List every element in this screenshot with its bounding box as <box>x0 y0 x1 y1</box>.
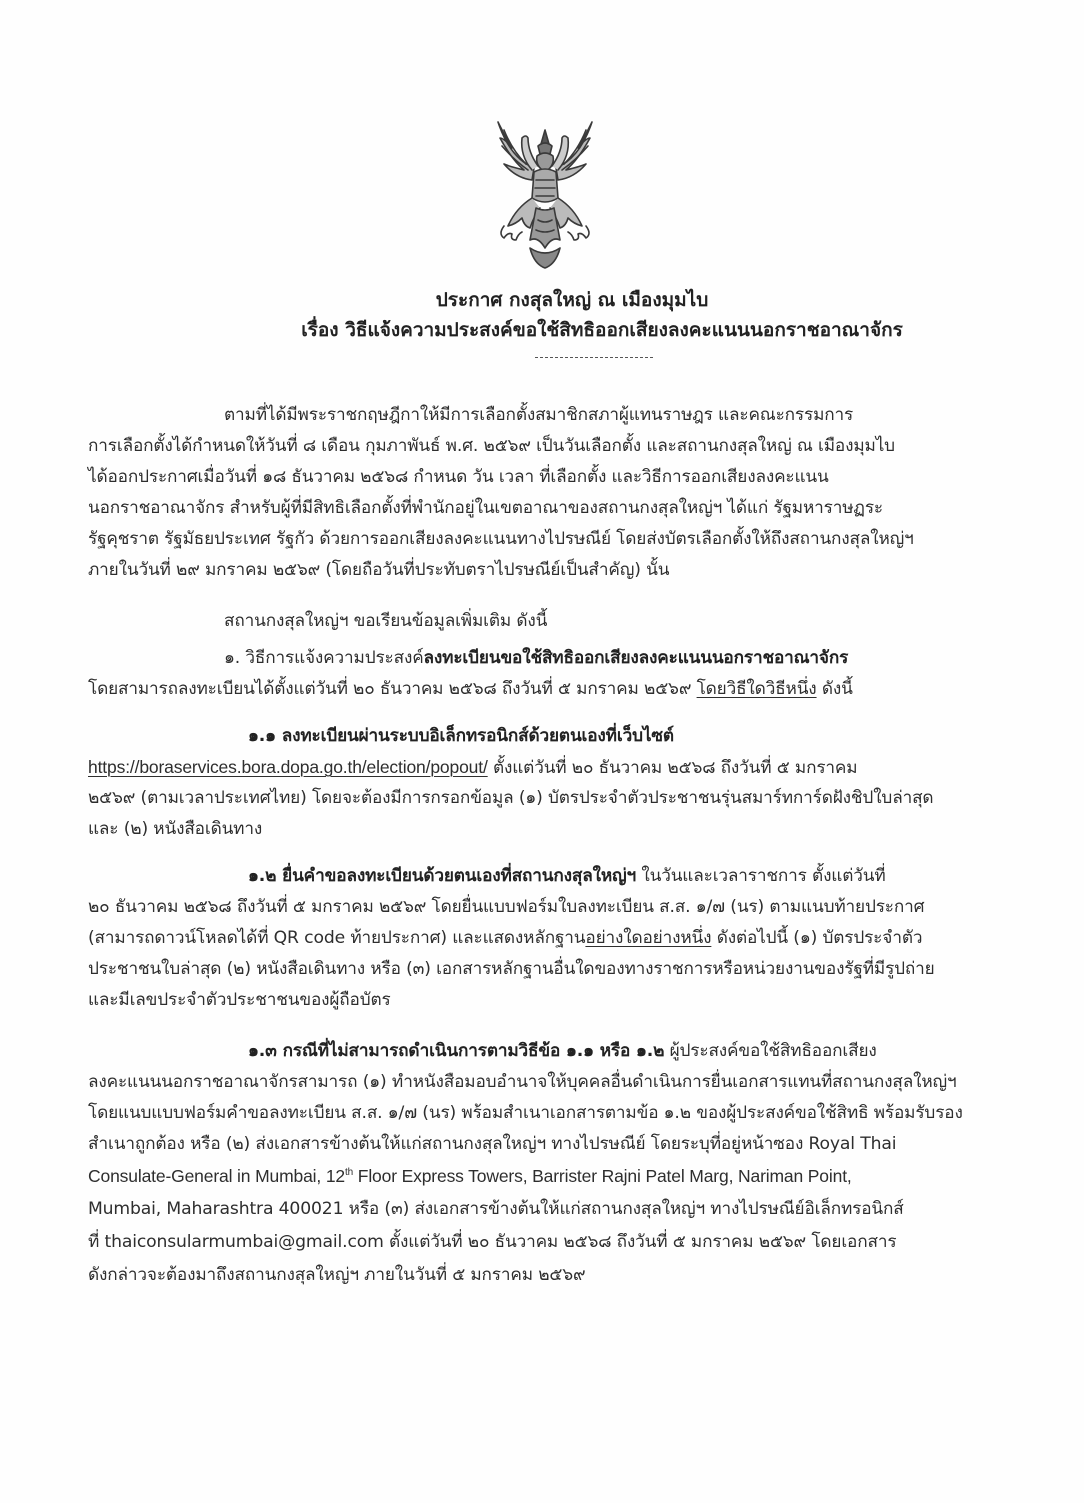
section-1-2-line: และมีเลขประจำตัวประชาชนของผู้ถือบัตร <box>88 990 391 1010</box>
document-body <box>88 400 1038 1292</box>
section-1 <box>88 643 1038 705</box>
section-1-3-line: โดยแนบแบบฟอร์มคำขอลงทะเบียน ส.ส. ๑/๗ (นร) พร้อมสำเนาเอกสารตามข้อ ๑.๒ ของผู้ประสงค์ขอใช้สิทธิ พร้อมรับรอง <box>88 1103 963 1123</box>
section-1-3 <box>88 1036 1038 1292</box>
intro-line: ภายในวันที่ ๒๙ มกราคม ๒๕๖๙ (โดยถือวันที่ประทับตราไปรษณีย์เป็นสำคัญ) นั้น <box>88 560 670 580</box>
section-1-2-heading-bold: ๑.๒ ยื่นคำขอลงทะเบียนด้วยตนเองที่สถานกงสุลใหญ่ฯ <box>248 866 637 886</box>
section-1-2-line: ประชาชนใบล่าสุด (๒) หนังสือเดินทาง หรือ (๓) เอกสารหลักฐานอื่นใดของทางราชการหรือหน่วยงานของรัฐที่มีรูปถ่าย <box>88 959 935 979</box>
title-divider <box>535 357 653 358</box>
section-1-3-line: Mumbai, Maharashtra 400021 หรือ (๓) ส่งเอกสารข้างต้นให้แก่สถานกงสุลใหญ่ฯ ทางไปรษณีย์อิเล็กทรอนิกส์ <box>88 1199 904 1219</box>
section-1-2 <box>88 861 1038 1016</box>
section-1-suffix: ดังนี้ <box>816 679 853 699</box>
intro-line: ตามที่ได้มีพระราชกฤษฎีกาให้มีการเลือกตั้งสมาชิกสภาผู้แทนราษฎร และคณะกรรมการ <box>224 405 854 425</box>
section-1-3-heading <box>88 1036 1038 1067</box>
spacer <box>88 705 1038 721</box>
section-1-underlined: โดยวิธีใดวิธีหนึ่ง <box>696 679 817 699</box>
section-1-3-heading-bold: ๑.๓ กรณีที่ไม่สามารถดำเนินการตามวิธีข้อ ๑.๑ หรือ ๑.๒ <box>248 1041 665 1061</box>
spacer <box>88 1016 1038 1036</box>
section-1-1-url-suffix: ตั้งแต่วันที่ ๒๐ ธันวาคม ๒๕๖๘ ถึงวันที่ ๕ มกราคม <box>487 758 858 778</box>
section-1-line <box>88 674 1038 705</box>
section-1-1-url-line <box>88 752 1038 783</box>
intro-line: รัฐคุชราต รัฐมัธยประเทศ รัฐกัว ด้วยการออกเสียงลงคะแนนทางไปรษณีย์ โดยส่งบัตรเลือกตั้งให้ถึงสถานกงสุลใหญ่ฯ <box>88 529 914 549</box>
section-1-3-address-line <box>88 1160 1038 1193</box>
section-1-2-line3-suffix: ดังต่อไปนี้ (๑) บัตรประจำตัว <box>711 928 923 948</box>
registration-website-link[interactable]: https://boraservices.bora.dopa.go.th/election/popout/ <box>88 757 488 777</box>
title-line-1: ประกาศ กงสุลใหญ่ ณ เมืองมุมไบ <box>435 289 709 311</box>
address-prefix: Consulate-General in Mumbai, 12 <box>88 1166 346 1186</box>
section-1-1-line: ๒๕๖๙ (ตามเวลาประเทศไทย) โดยจะต้องมีการกรอกข้อมูล (๑) บัตรประจำตัวประชาชนรุ่นสมาร์ทการ์ดฝังชิปใบล่าสุด <box>88 788 934 808</box>
section-1-heading-prefix: ๑. วิธีการแจ้งความประสงค์ <box>224 648 424 668</box>
section-1-3-email-line: ที่ thaiconsularmumbai@gmail.com ตั้งแต่วันที่ ๒๐ ธันวาคม ๒๕๖๘ ถึงวันที่ ๕ มกราคม ๒๕๖๙ โดยเอกสาร <box>88 1232 897 1252</box>
section-1-text: โดยสามารถลงทะเบียนได้ตั้งแต่วันที่ ๒๐ ธันวาคม ๒๕๖๘ ถึงวันที่ ๕ มกราคม ๒๕๖๙ <box>88 679 697 699</box>
section-1-2-line: ๒๐ ธันวาคม ๒๕๖๘ ถึงวันที่ ๕ มกราคม ๒๕๖๙ โดยยื่นแบบฟอร์มใบลงทะเบียน ส.ส. ๑/๗ (นร) ตามแนบท้ายประกาศ <box>88 897 925 917</box>
spacer <box>88 845 1038 861</box>
spacer <box>88 586 1038 606</box>
section-1-1-heading: ๑.๑ ลงทะเบียนผ่านระบบอิเล็กทรอนิกส์ด้วยตนเองที่เว็บไซต์ <box>248 726 674 746</box>
garuda-emblem-icon <box>490 108 600 273</box>
announcement-title <box>0 285 1084 358</box>
intro-line: การเลือกตั้งได้กำหนดให้วันที่ ๘ เดือน กุมภาพันธ์ พ.ศ. ๒๕๖๙ เป็นวันเลือกตั้ง และสถานกงสุลใหญ่ ณ เมืองมุมไบ <box>88 436 895 456</box>
section-1-2-underlined: อย่างใดอย่างหนึ่ง <box>585 928 712 948</box>
section-1-2-line <box>88 923 1038 954</box>
section-1-2-heading-rest: ในวันและเวลาราชการ ตั้งแต่วันที่ <box>636 866 886 886</box>
address-suffix: Floor Express Towers, Barrister Rajni Patel Marg, Nariman Point, <box>353 1166 852 1186</box>
section-1-3-line: ดังกล่าวจะต้องมาถึงสถานกงสุลใหญ่ฯ ภายในวันที่ ๕ มกราคม ๒๕๖๙ <box>88 1265 586 1285</box>
title-line-2: เรื่อง วิธีแจ้งความประสงค์ขอใช้สิทธิออกเสียงลงคะแนนนอกราชอาณาจักร <box>301 319 903 341</box>
section-1-2-line3-prefix: (สามารถดาวน์โหลดได้ที่ QR code ท้ายประกาศ) และแสดงหลักฐาน <box>88 928 586 948</box>
section-1-heading-bold: ลงทะเบียนขอใช้สิทธิออกเสียงลงคะแนนนอกราชอาณาจักร <box>423 648 849 668</box>
intro-line: ได้ออกประกาศเมื่อวันที่ ๑๘ ธันวาคม ๒๕๖๘ กำหนด วัน เวลา ที่เลือกตั้ง และวิธีการออกเสียงลงคะแนน <box>88 467 829 487</box>
intro-line: นอกราชอาณาจักร สำหรับผู้ที่มีสิทธิเลือกตั้งที่พำนักอยู่ในเขตอาณาของสถานกงสุลใหญ่ฯ ได้แก่ รัฐมหาราษฏระ <box>88 498 883 518</box>
section-1-1 <box>88 721 1038 845</box>
more-info-line: สถานกงสุลใหญ่ฯ ขอเรียนข้อมูลเพิ่มเติม ดังนี้ <box>224 611 548 631</box>
section-1-heading <box>88 643 1038 674</box>
section-1-3-line: สำเนาถูกต้อง หรือ (๒) ส่งเอกสารข้างต้นให้แก่สถานกงสุลใหญ่ฯ ทางไปรษณีย์ โดยระบุที่อยู่หน้าซอง Royal Thai <box>88 1134 897 1154</box>
section-1-3-heading-rest: ผู้ประสงค์ขอใช้สิทธิออกเสียง <box>664 1041 877 1061</box>
intro-paragraph <box>88 400 1038 586</box>
section-1-3-line: ลงคะแนนนอกราชอาณาจักรสามารถ (๑) ทำหนังสือมอบอำนาจให้บุคคลอื่นดำเนินการยื่นเอกสารแทนที่สถานกงสุลใหญ่ฯ <box>88 1072 957 1092</box>
address-ordinal: th <box>345 1167 354 1178</box>
section-1-2-heading <box>88 861 1038 892</box>
section-1-1-line: และ (๒) หนังสือเดินทาง <box>88 819 263 839</box>
